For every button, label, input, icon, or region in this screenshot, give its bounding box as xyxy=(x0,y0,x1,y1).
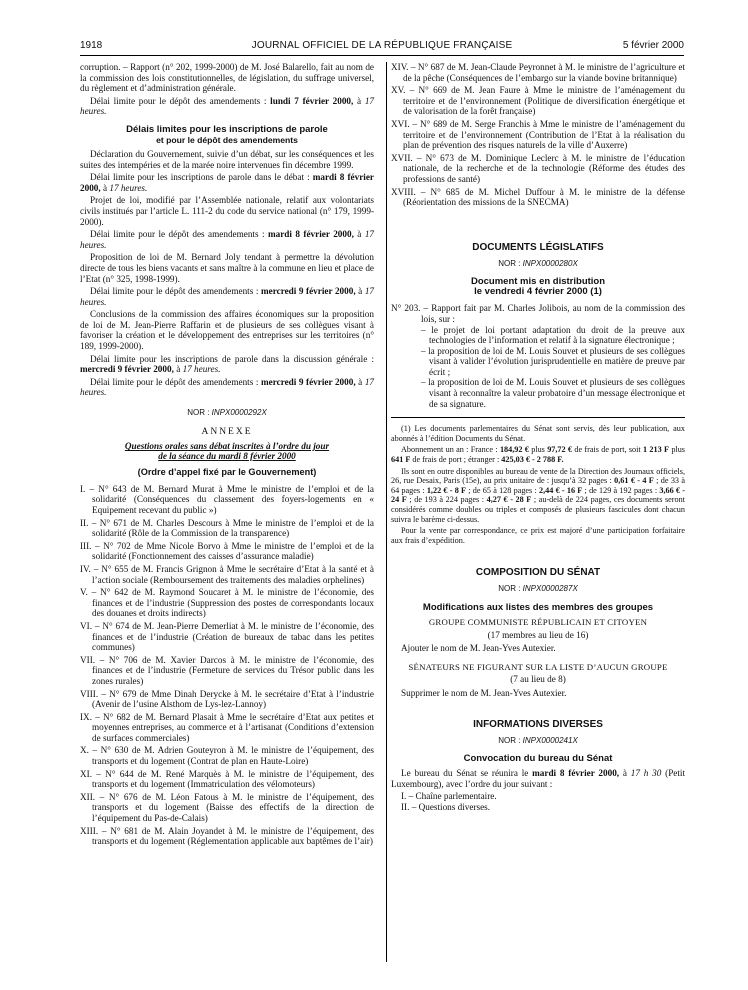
question-item: V. – N° 642 de M. Raymond Soucaret à M. le ministre de l’économie, des finances et de l’industrie (Suppression des postes de correspondants locaux des douanes et droits indirects) xyxy=(80,587,374,619)
text: à xyxy=(355,376,365,387)
deadline-date: mardi 8 février 2000, xyxy=(80,172,375,193)
text: ; au-delà de 224 pages, ces documents seront considérés comme doubles ou triples et composés de plusieurs fascicules dont chacun suivra le barème ci-dessus. xyxy=(391,495,685,524)
delais-title: Délais limites pour les inscriptions de parole xyxy=(126,123,328,135)
text: à xyxy=(619,768,631,779)
debate-item-3-deadline xyxy=(80,286,374,307)
deadline-date: mardi 8 février 2000, xyxy=(267,229,354,240)
nor-code: INPX0000280X xyxy=(522,258,578,268)
debate-item-4: Conclusions de la commission des affaires économiques sur la proposition de loi de M. Jean-Pierre Raffarin et de plusieurs de ses collègues visant à favoriser la création et le développement des entreprises sur les territoires (n° 189, 1999-2000). xyxy=(80,309,374,352)
text: (Petit Luxembourg), avec l’ordre du jour suivant : xyxy=(391,768,686,789)
nor-label: NOR : xyxy=(187,408,212,418)
text: Délai limite pour le dépôt des amendements : xyxy=(90,286,261,297)
question-item: XVII. – N° 673 de M. Dominique Leclerc à M. le ministre de l’éducation nationale, de la recherche et de la technologie (Réforme des études des professions de santé) xyxy=(391,152,685,184)
deadline-date: mercredi 9 février 2000, xyxy=(80,364,174,375)
text: Le bureau du Sénat se réunira le xyxy=(401,768,533,779)
doc-item: – la proposition de loi de M. Louis Souvet et plusieurs de ses collègues visant à reconnaître la valeur probatoire d’un message électronique et de sa signature. xyxy=(421,377,685,409)
meeting-date: mardi 8 février 2000, xyxy=(532,768,620,779)
text: ; de 129 à 192 pages : xyxy=(582,485,660,495)
doc-203-intro: N° 203. – Rapport fait par M. Charles Jolibois, au nom de la commission des lois, sur : xyxy=(391,303,685,324)
deadline-time: 17 heures. xyxy=(80,229,375,250)
docs-subtitle-1: Document mis en distribution xyxy=(470,276,606,288)
question-item: VII. – N° 706 de M. Xavier Darcos à M. le ministre de l’économie, des finances et de l’industrie (Fermeture de services du Trésor public dans les zones rurales) xyxy=(80,654,374,686)
debate-item-1-deadline xyxy=(80,172,374,193)
docs-nor-reference xyxy=(391,259,685,270)
footnote-2 xyxy=(391,445,685,464)
text: à xyxy=(355,286,365,297)
nor-code: INPX0000292X xyxy=(211,408,267,418)
deadline-time: 17 heures. xyxy=(80,95,374,117)
price: 184,92 € xyxy=(499,445,529,455)
footnote-1: (1) Les documents parlementaires du Sénat sont servis, dès leur publication, aux abonnés à l’édition Documents du Sénat. xyxy=(391,424,685,443)
modifications-title: Modifications aux listes des membres des groupes xyxy=(422,601,654,613)
deadline-time: 17 heures. xyxy=(80,376,374,398)
nor-label: NOR : xyxy=(498,584,523,594)
groupe-1-name: GROUPE COMMUNISTE RÉPUBLICAIN ET CITOYEN xyxy=(428,616,648,627)
question-item: XVIII. – N° 685 de M. Michel Duffour à M. le ministre de la défense (Réorientation des missions de la SNECMA) xyxy=(391,186,685,208)
docs-subtitle-2: le vendredi 4 février 2000 (1) xyxy=(474,286,602,298)
text: ; de 193 à 224 pages : xyxy=(406,495,487,505)
price: 0,61 € - 4 F xyxy=(614,476,654,486)
question-item: III. – N° 702 de Mme Nicole Borvo à Mme le ministre de l’emploi et de la solidarité (Fonctionnement des caisses d’assurance maladie) xyxy=(80,540,374,562)
question-item: X. – N° 630 de M. Adrien Gouteyron à M. le ministre de l’équipement, des transports et du logement (Contrat de plan en Haute-Loire) xyxy=(80,745,374,767)
text: de frais de port ; étranger : xyxy=(410,455,502,465)
price: 4,27 € - 28 F xyxy=(486,495,532,505)
delais-subtitle: et pour le dépôt des amendements xyxy=(156,134,298,145)
footnote-3 xyxy=(391,467,685,525)
question-item: XV. – N° 669 de M. Jean Faure à Mme le ministre de l’aménagement du territoire et de l’environnement (Politique de diversification énergétique et de valorisation de la forêt française) xyxy=(391,85,685,117)
question-item: VIII. – N° 679 de Mme Dinah Derycke à M. le secrétaire d’Etat à l’industrie (Avenir de l’usine Alsthom de Lys-lez-Lannoy) xyxy=(80,688,374,710)
question-item: XI. – N° 644 de M. René Marquès à M. le ministre de l’équipement, des transports et du logement (Immatriculation des vélomoteurs) xyxy=(80,768,374,790)
text: plus xyxy=(528,445,548,455)
question-item: XVI. – N° 689 de M. Serge Franchis à Mme le ministre de l’aménagement du territoire et de l’environnement (Contribution de l’Etat à la réalisation du plan de prévention des risques naturels de la ville d’Auxerre) xyxy=(391,118,685,151)
debate-item-3: Proposition de loi de M. Bernard Joly tendant à permettre la dévolution directe de tous les biens vacants et sans maître à la commune en lieu et place de l’Etat (n° 325, 1998-1999). xyxy=(80,252,374,284)
question-item: XIV. – N° 687 de M. Jean-Claude Peyronnet à M. le ministre de l’agriculture et de la pêche (Conséquences de l’embargo sur la viande bovine britannique) xyxy=(391,62,685,83)
text: Délai limite pour le dépôt des amendements : xyxy=(90,95,271,106)
ordre-appel: (Ordre d’appel fixé par le Gouvernement) xyxy=(137,467,317,478)
left-column xyxy=(80,62,374,849)
question-item: XIII. – N° 681 de M. Alain Joyandet à M. le ministre de l’équipement, des transports et du logement (Réglementation applicable aux baptêmes de l’air) xyxy=(80,825,374,847)
nor-reference xyxy=(80,408,374,419)
debate-item-4-deadline-1 xyxy=(80,354,374,375)
nor-label: NOR : xyxy=(498,735,523,745)
intro-deadline xyxy=(80,96,374,117)
intro-paragraph: corruption. – Rapport (n° 202, 1999-2000) de M. José Balarello, fait au nom de la commission des lois constitutionnelles, de législation, du suffrage universel, du règlement et d’administration générale. xyxy=(80,62,374,94)
question-item: IX. – N° 682 de M. Bernard Plasait à Mme le secrétaire d’Etat aux petites et moyennes entreprises, au commerce et à l’artisanat (Conditions d’extension de surfaces commerciales) xyxy=(80,711,374,743)
question-item: XII. – N° 676 de M. Léon Fatous à M. le ministre de l’équipement, des transports et du logement (Baisse des effectifs de la direction de l’équipement du Pas-de-Calais) xyxy=(80,791,374,824)
composition-title: COMPOSITION DU SÉNAT xyxy=(475,567,601,579)
debate-item-2-deadline xyxy=(80,229,374,250)
text: plus xyxy=(669,445,685,455)
deadline-date: mercredi 9 février 2000, xyxy=(260,286,356,297)
informations-title: INFORMATIONS DIVERSES xyxy=(473,718,603,730)
debate-item-2: Projet de loi, modifié par l’Assemblée nationale, relatif aux volontariats civils institués par l’article L. 111-2 du code du service national (n° 179, 1999-2000). xyxy=(80,195,374,227)
text: Ils sont en outre disponibles au bureau de vente de la Direction des Journaux officiels, 26, rue Desaix, Paris (15e), au prix unitaire de : jusqu’à 32 pages : xyxy=(391,466,685,486)
price: 1 213 F xyxy=(643,445,670,455)
text: Délai limite pour les inscriptions de parole dans le débat : xyxy=(90,172,313,183)
questions-title: Questions orales sans débat inscrites à l’ordre du jour xyxy=(124,441,330,452)
text: ; de 33 à 64 pages : xyxy=(391,476,686,495)
annexe-heading: ANNEXE xyxy=(201,426,253,437)
question-item: VI. – N° 674 de M. Jean-Pierre Demerliat à M. le ministre de l’économie, des finances et de l’industrie (Création de bureaux de tabac dans les petites communes) xyxy=(80,620,374,653)
footnote-rule xyxy=(391,417,685,418)
footnotes xyxy=(391,424,685,545)
right-column xyxy=(391,62,685,813)
info-nor-reference xyxy=(391,736,685,747)
nor-code: INPX0000241X xyxy=(522,735,578,745)
debate-item-4-deadline-2 xyxy=(80,377,374,398)
journal-title: JOURNAL OFFICIEL DE LA RÉPUBLIQUE FRANÇAISE xyxy=(251,40,513,51)
agenda-item: II. – Questions diverses. xyxy=(401,801,491,812)
nor-label: NOR : xyxy=(498,258,523,268)
price: 97,72 € xyxy=(547,445,573,455)
footnote-4: Pour la vente par correspondance, ce prix est majoré d’une participation forfaitaire aux frais d’expédition. xyxy=(391,526,685,545)
compo-nor-reference xyxy=(391,584,685,595)
meeting-time: 17 h 30 xyxy=(630,768,662,779)
agenda-item: I. – Chaîne parlementaire. xyxy=(401,791,497,802)
price: 425,03 € - 2 788 F. xyxy=(501,455,564,465)
page-number: 1918 xyxy=(80,40,103,51)
text: à xyxy=(173,364,183,375)
deadline-date: lundi 7 février 2000, xyxy=(270,95,354,106)
questions-list-left xyxy=(80,484,374,847)
groupe-1-action: Ajouter le nom de M. Jean-Yves Autexier. xyxy=(401,643,556,654)
text: Délai limite pour le dépôt des amendements : xyxy=(90,229,268,240)
questions-subtitle: de la séance du mardi 8 février 2000 xyxy=(158,451,296,462)
text: ; de 65 à 128 pages : xyxy=(466,485,539,495)
nor-code: INPX0000287X xyxy=(522,584,578,594)
text: Délai limite pour les inscriptions de parole dans la discussion générale : xyxy=(90,353,374,364)
price: 1,22 € - 8 F xyxy=(426,485,467,495)
deadline-time: 17 heures. xyxy=(80,286,374,307)
text: Abonnement un an : France : xyxy=(401,445,500,455)
price: 3,66 € - 24 F xyxy=(391,485,685,505)
text: de frais de port, soit xyxy=(572,445,644,455)
question-item: II. – N° 671 de M. Charles Descours à Mme le ministre de l’emploi et de la solidarité (Rôle de la Commission de la transparence) xyxy=(80,517,374,539)
docs-legislatifs-title: DOCUMENTS LÉGISLATIFS xyxy=(472,241,604,253)
deadline-time: 17 heures. xyxy=(109,182,148,193)
groupe-2-action: Supprimer le nom de M. Jean-Yves Autexier. xyxy=(401,687,567,698)
debate-item-1: Déclaration du Gouvernement, suivie d’un débat, sur les conséquences et les suites des intempéries et de la marée noire intervenues fin décembre 1999. xyxy=(80,148,374,170)
price: 2,44 € - 16 F xyxy=(539,485,583,495)
question-item: IV. – N° 655 de M. Francis Grignon à Mme le secrétaire d’Etat à la santé et à l’action sociale (Remboursement des traitements des maladies orphelines) xyxy=(80,563,374,585)
groupe-2-count: (7 au lieu de 8) xyxy=(510,674,566,685)
deadline-date: mercredi 9 février 2000, xyxy=(260,376,356,387)
doc-item: – la proposition de loi de M. Louis Souvet et plusieurs de ses collègues visant à valider l’évolution jurisprudentielle en matière de preuve par écrit ; xyxy=(421,345,685,377)
convocation-title: Convocation du bureau du Sénat xyxy=(463,753,613,765)
doc-item: – le projet de loi portant adaptation du droit de la preuve aux technologies de l’information et relatif à la signature électronique ; xyxy=(421,324,685,346)
doc-203-items xyxy=(391,325,685,410)
text: à xyxy=(353,95,365,106)
header-rule xyxy=(80,55,684,56)
convocation-text xyxy=(391,768,685,789)
issue-date: 5 février 2000 xyxy=(622,40,684,51)
text: Délai limite pour le dépôt des amendements : xyxy=(90,376,261,387)
text: à xyxy=(100,182,110,193)
text: à xyxy=(353,229,365,240)
questions-list-right xyxy=(391,62,685,208)
question-item: I. – N° 643 de M. Bernard Murat à Mme le ministre de l’emploi et de la solidarité (Conséquences du classement des foyers-logements en « Equipement recevant du public ») xyxy=(80,483,374,515)
column-divider xyxy=(386,62,387,962)
groupe-2-name: SÉNATEURS NE FIGURANT SUR LA LISTE D’AUCUN GROUPE xyxy=(408,661,668,672)
deadline-time: 17 heures. xyxy=(182,364,221,375)
groupe-1-count: (17 membres au lieu de 16) xyxy=(487,629,589,640)
price: 641 F xyxy=(391,455,411,465)
questions-heading xyxy=(80,441,374,461)
page-header xyxy=(80,40,684,54)
